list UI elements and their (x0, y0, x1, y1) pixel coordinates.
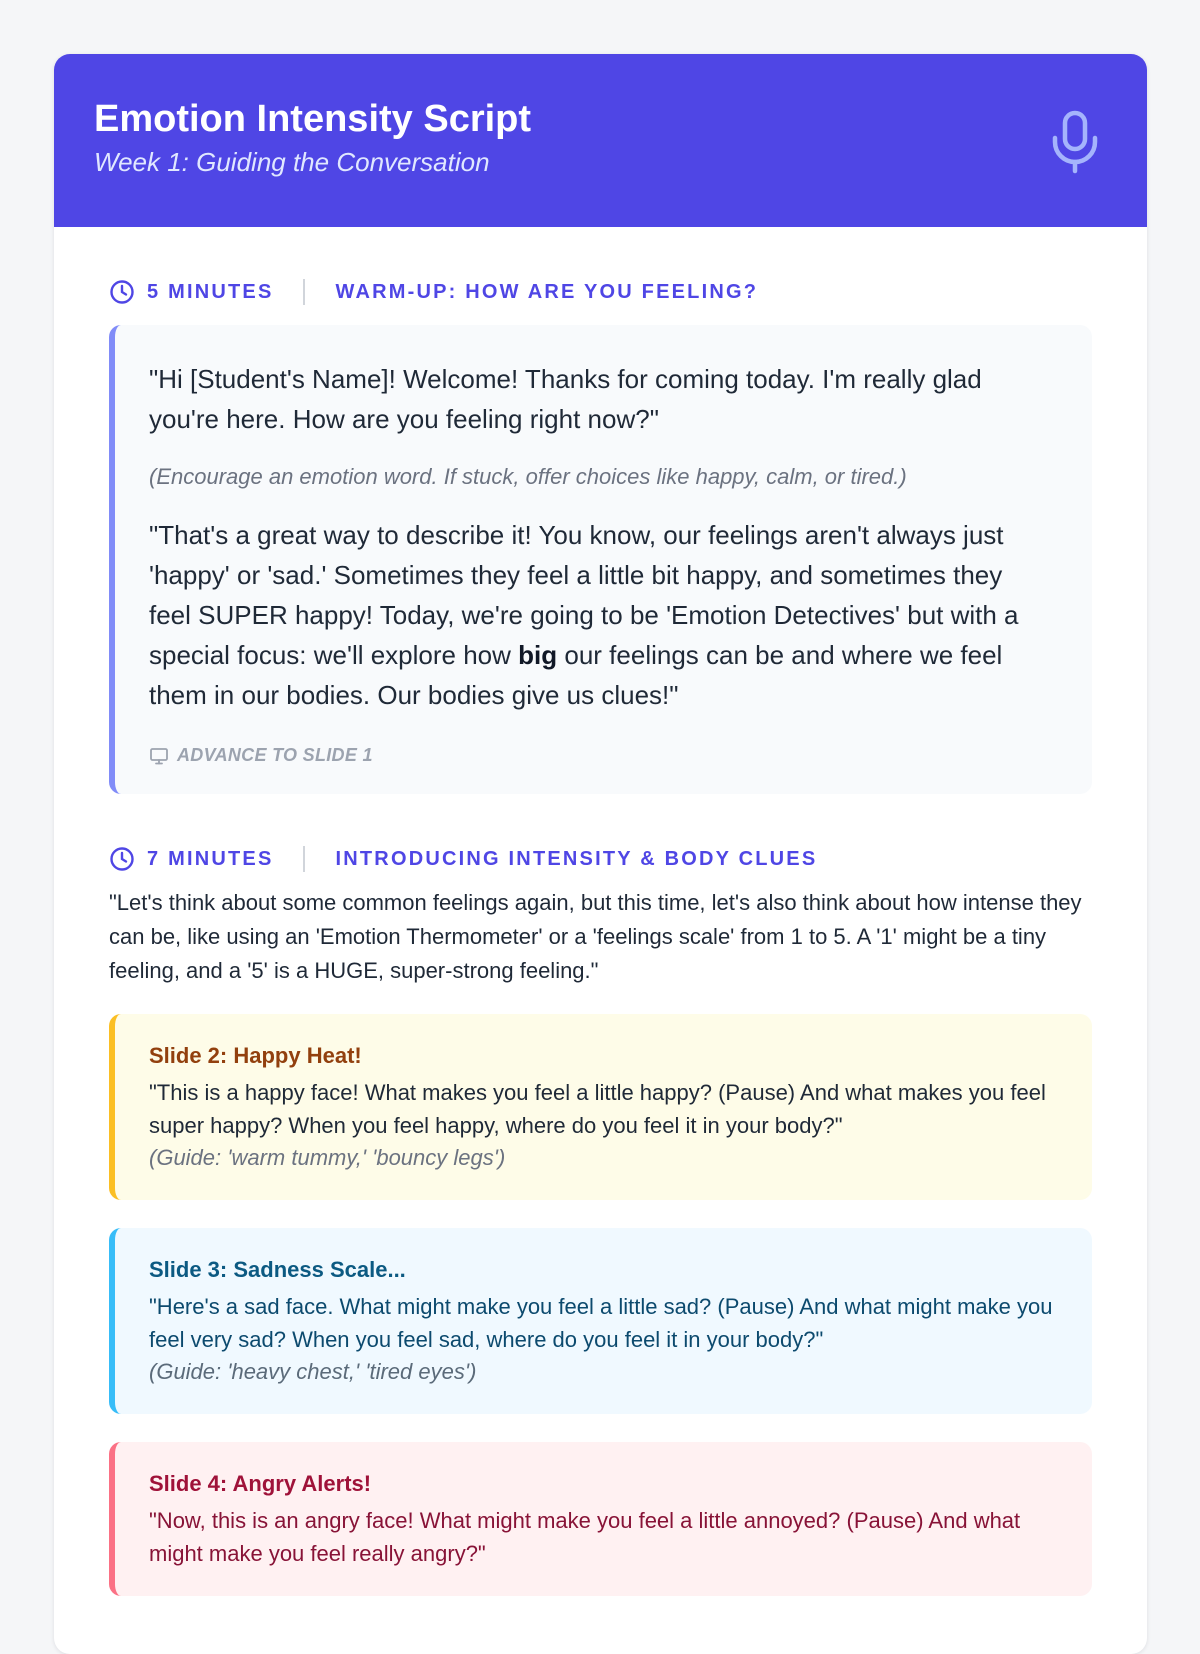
monitor-icon (149, 746, 169, 766)
clock-icon (109, 279, 135, 305)
slide-guide-note: (Guide: 'heavy chest,' 'tired eyes') (149, 1359, 477, 1384)
page-subtitle: Week 1: Guiding the Conversation (94, 147, 490, 177)
section-duration: 7 MINUTES (147, 847, 274, 870)
quote-text-start: "That's a great way to describe it! You know, our feelings aren't always just 'happy' or 'sad.' Sometimes they feel a little bit happy, and sometimes they feel SUPER happy! Today, we're going to be 'Emotion Detectives' but with a special focus: we'll explore how (149, 520, 1019, 670)
slide-title: Slide 2: Happy Heat! (149, 1043, 362, 1068)
slide-script-text: "Now, this is an angry face! What might make you feel a little annoyed? (Pause) And what might make you feel really angry?" (149, 1508, 1021, 1566)
quote-emphasis: big (518, 640, 558, 670)
slide-title: Slide 3: Sadness Scale... (149, 1257, 406, 1282)
section-title: WARM-UP: HOW ARE YOU FEELING? (335, 280, 759, 303)
warmup-quote-intro (149, 515, 1048, 715)
slide-title: Slide 4: Angry Alerts! (149, 1471, 372, 1496)
slide-script-text: "Here's a sad face. What might make you feel a little sad? (Pause) And what might make you feel very sad? When you feel sad, where do you feel it in your body?" (149, 1294, 1053, 1352)
advance-slide-cue (149, 745, 1048, 766)
warmup-script-box (109, 325, 1092, 794)
section-header-intensity (109, 844, 1092, 874)
section-title: INTRODUCING INTENSITY & BODY CLUES (335, 847, 818, 870)
page-title: Emotion Intensity Script (94, 98, 532, 140)
microphone-icon[interactable] (1051, 110, 1099, 174)
warmup-quote-greeting: "Hi [Student's Name]! Welcome! Thanks for coming today. I'm really glad you're here. How are you feeling right now?" (149, 364, 982, 434)
warmup-facilitator-note: (Encourage an emotion word. If stuck, offer choices like happy, calm, or tired.) (149, 464, 907, 489)
script-card (54, 54, 1147, 1654)
slide-script-text: "This is a happy face! What makes you feel a little happy? (Pause) And what makes you feel super happy? When you feel happy, where do you feel it in your body?" (149, 1080, 1046, 1138)
slide-card-angry (109, 1442, 1092, 1596)
slide-card-happy (109, 1014, 1092, 1200)
section-divider (303, 279, 305, 305)
slide-card-sad (109, 1228, 1092, 1414)
slide-guide-note: (Guide: 'warm tummy,' 'bouncy legs') (149, 1145, 506, 1170)
script-header (54, 54, 1147, 227)
clock-icon (109, 846, 135, 872)
quote-text-end: our feelings can be and where we feel them in our bodies. Our bodies give us clues!" (149, 640, 1003, 710)
section-header-warmup (109, 277, 1092, 307)
section-divider (303, 846, 305, 872)
section-duration: 5 MINUTES (147, 280, 274, 303)
intensity-intro-text: "Let's think about some common feelings again, but this time, let's also think about how intense they can be, like using an 'Emotion Thermometer' or a 'feelings scale' from 1 to 5. A '1' might be a tiny feeling, and a '5' is a HUGE, super-strong feeling." (109, 890, 1082, 983)
advance-slide-label: ADVANCE TO SLIDE 1 (177, 745, 373, 765)
script-content (54, 227, 1147, 1596)
